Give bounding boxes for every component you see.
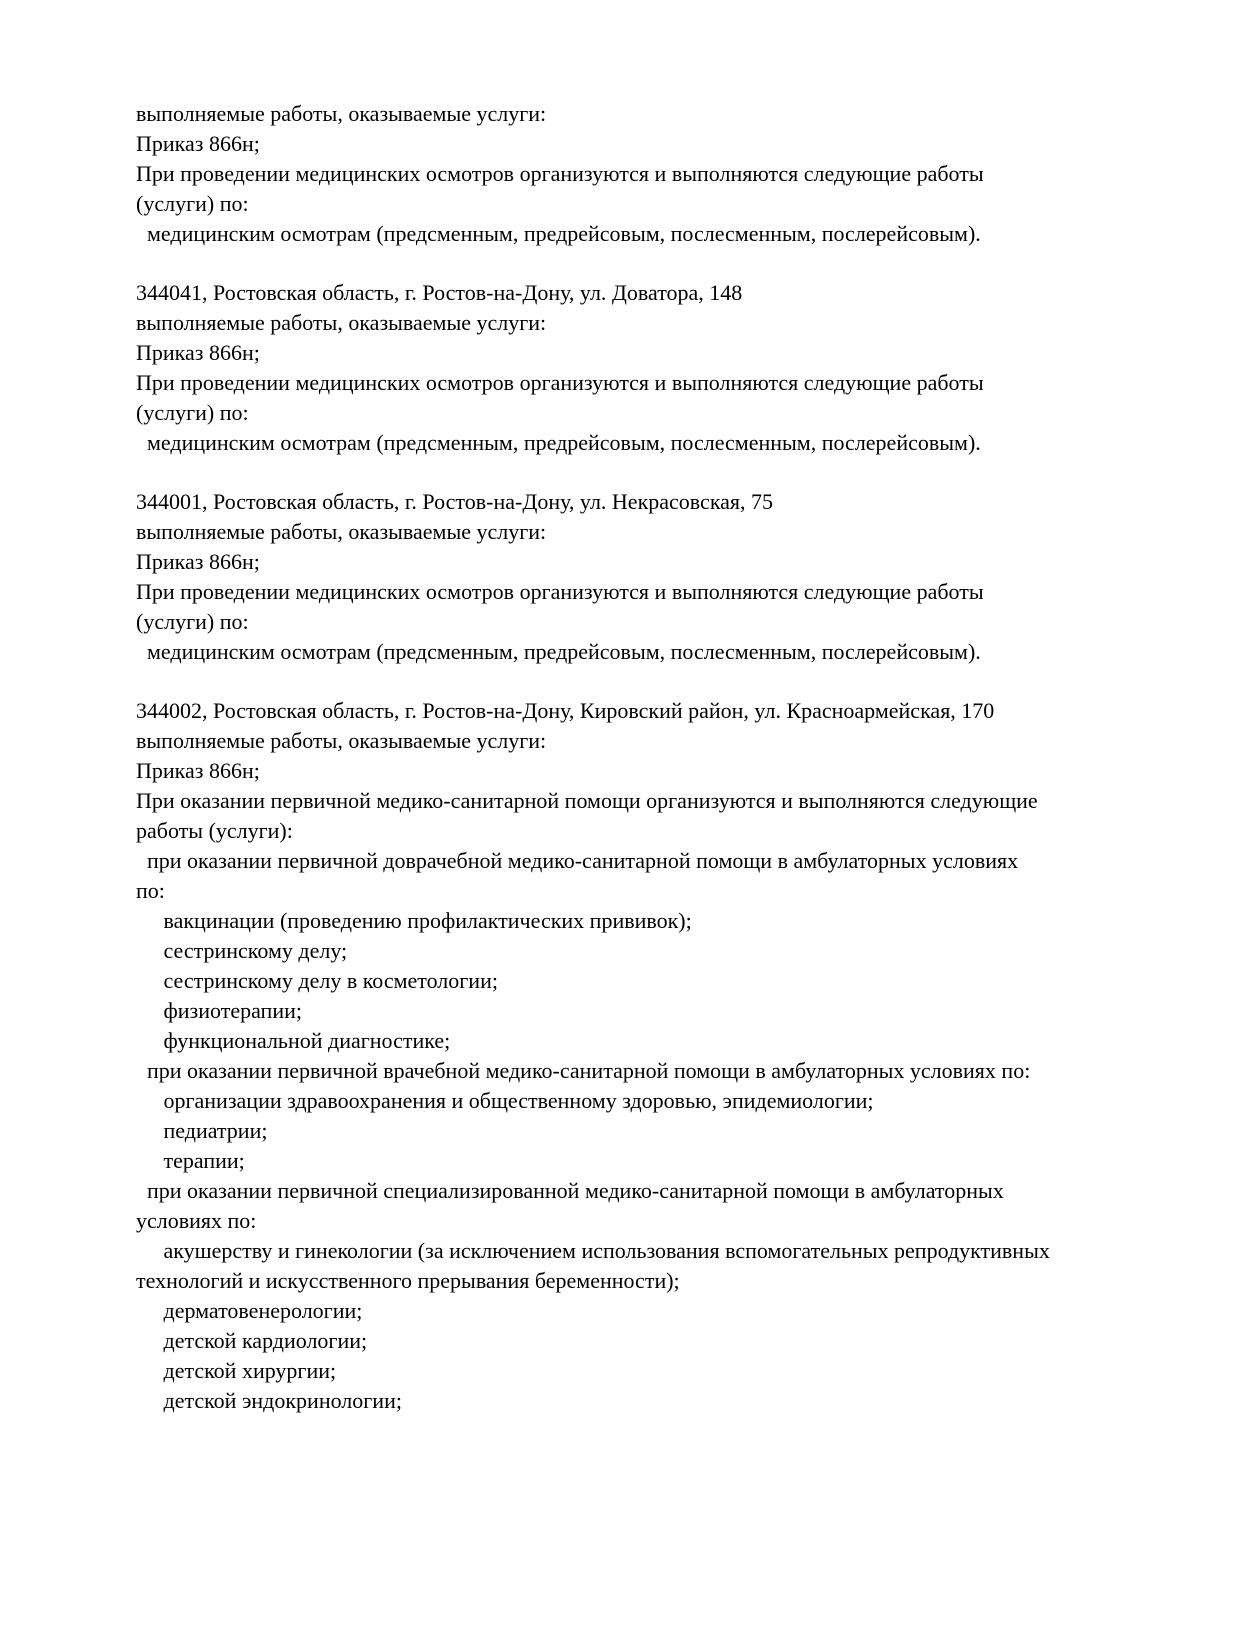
license-line: (услуги) по: [136,609,249,634]
license-line: Приказ 866н; [136,340,260,365]
license-line: физиотерапии; [136,998,302,1023]
license-line: по: [136,878,165,903]
license-line: выполняемые работы, оказываемые услуги: [136,728,547,753]
license-line: акушерству и гинекологии (за исключением использования вспомогательных репродуктивных [136,1238,1050,1263]
license-section [136,278,1140,458]
license-line: дерматовенерологии; [136,1298,363,1323]
license-line: сестринскому делу в косметологии; [136,968,498,993]
license-line: выполняемые работы, оказываемые услуги: [136,101,547,126]
license-line: При проведении медицинских осмотров организуются и выполняются следующие работы [136,370,984,395]
license-line: При проведении медицинских осмотров организуются и выполняются следующие работы [136,579,984,604]
license-line: детской кардиологии; [136,1328,368,1353]
license-line: 344002, Ростовская область, г. Ростов-на-Дону, Кировский район, ул. Красноармейская, 170 [136,698,995,723]
license-line: медицинским осмотрам (предсменным, предрейсовым, послесменным, послерейсовым). [136,221,981,246]
license-line: выполняемые работы, оказываемые услуги: [136,310,547,335]
license-line: 344001, Ростовская область, г. Ростов-на-Дону, ул. Некрасовская, 75 [136,489,774,514]
license-line: (услуги) по: [136,400,249,425]
license-line: функциональной диагностике; [136,1028,451,1053]
license-line: Приказ 866н; [136,549,260,574]
license-line: При оказании первичной медико-санитарной помощи организуются и выполняются следующие [136,788,1038,813]
license-line: при оказании первичной специализированной медико-санитарной помощи в амбулаторных [136,1178,1004,1203]
license-line: технологий и искусственного прерывания беременности); [136,1268,680,1293]
license-line: медицинским осмотрам (предсменным, предрейсовым, послесменным, послерейсовым). [136,430,981,455]
license-line: организации здравоохранения и общественному здоровью, эпидемиологии; [136,1088,874,1113]
license-line: медицинским осмотрам (предсменным, предрейсовым, послесменным, послерейсовым). [136,639,981,664]
license-line: Приказ 866н; [136,758,260,783]
license-section [136,696,1140,1416]
license-line: 344041, Ростовская область, г. Ростов-на-Дону, ул. Доватора, 148 [136,280,743,305]
license-line: детской хирургии; [136,1358,337,1383]
license-line: сестринскому делу; [136,938,348,963]
license-line: детской эндокринологии; [136,1388,402,1413]
license-section [136,487,1140,667]
license-line: При проведении медицинских осмотров организуются и выполняются следующие работы [136,161,984,186]
license-line: при оказании первичной доврачебной медико-санитарной помощи в амбулаторных условиях [136,848,1019,873]
license-line: вакцинации (проведению профилактических прививок); [136,908,692,933]
license-line: (услуги) по: [136,191,249,216]
license-line: Приказ 866н; [136,131,260,156]
license-line: терапии; [136,1148,245,1173]
license-line: педиатрии; [136,1118,268,1143]
license-line: при оказании первичной врачебной медико-санитарной помощи в амбулаторных условиях по: [136,1058,1031,1083]
license-section [136,99,1140,249]
license-line: условиях по: [136,1208,257,1233]
license-text [136,99,1140,1416]
license-line: работы (услуги): [136,818,293,843]
license-line: выполняемые работы, оказываемые услуги: [136,519,547,544]
